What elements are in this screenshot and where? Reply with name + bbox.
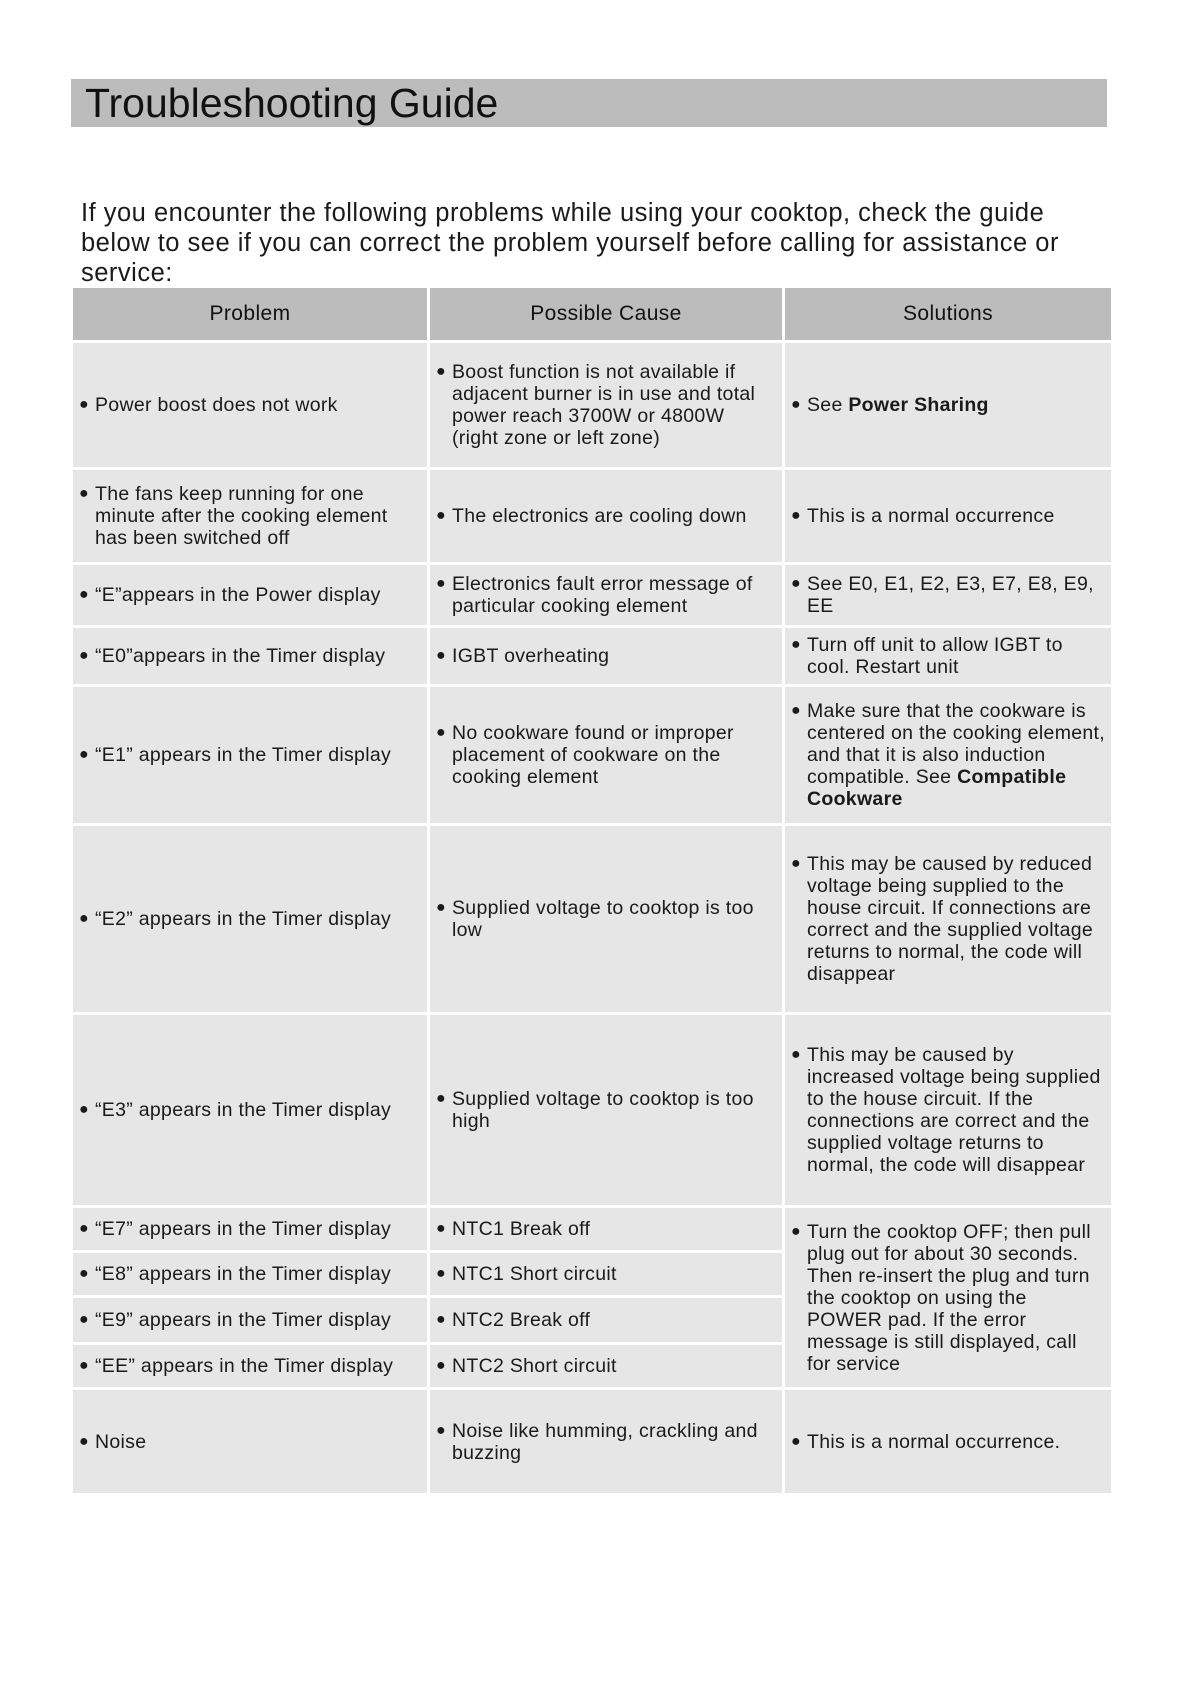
solution-text: This is a normal occurrence.	[807, 1430, 1061, 1453]
solution-cell	[785, 1015, 1111, 1205]
problem-cell	[73, 1390, 427, 1493]
bullet-icon: ●	[436, 1311, 446, 1328]
problem-text: “E7” appears in the Timer display	[95, 1218, 392, 1240]
cause-cell	[430, 826, 782, 1012]
bullet-icon: ●	[436, 1220, 446, 1237]
solution-text: See E0, E1, E2, E3, E7, E8, E9, EE	[807, 573, 1094, 617]
bullet-icon: ●	[79, 1101, 89, 1118]
problem-cell	[73, 470, 427, 562]
bullet-icon: ●	[436, 899, 446, 916]
solution-text: See	[807, 394, 849, 416]
bullet-icon: ●	[791, 1046, 801, 1063]
cause-cell	[430, 1015, 782, 1205]
cause-text: Boost function is not available if adjacent burner is in use and total power reach 3700W or 4800W (right zone or left zone)	[452, 361, 756, 449]
problem-text: “E2” appears in the Timer display	[95, 908, 392, 930]
solution-text: Turn off unit to allow IGBT to cool. Restart unit	[807, 634, 1063, 678]
solution-cell	[785, 687, 1111, 823]
cause-text: NTC2 Short circuit	[452, 1355, 617, 1377]
cause-text: NTC2 Break off	[452, 1309, 591, 1331]
solution-cell	[785, 470, 1111, 562]
bullet-icon: ●	[79, 1432, 89, 1450]
bullet-icon: ●	[79, 1357, 89, 1374]
bullet-icon: ●	[436, 507, 446, 524]
table-header-row	[73, 288, 1111, 340]
bullet-icon: ●	[79, 485, 89, 502]
cause-text: Noise like humming, crackling and buzzing	[452, 1419, 758, 1464]
bullet-icon: ●	[79, 586, 89, 603]
bullet-icon: ●	[436, 1357, 446, 1374]
problem-cell	[73, 1208, 427, 1250]
problem-cell	[73, 1298, 427, 1342]
cause-text: The electronics are cooling down	[452, 505, 747, 527]
bullet-icon: ●	[791, 1222, 801, 1240]
bullet-icon: ●	[79, 1311, 89, 1328]
cause-text: No cookware found or improper placement of cookware on the cooking element	[452, 722, 734, 788]
solution-text: This may be caused by increased voltage being supplied to the house circuit. If the connections are correct and the supplied voltage returns to normal, the code will disappear	[807, 1044, 1101, 1176]
cause-text: IGBT overheating	[452, 645, 610, 667]
cause-cell	[430, 343, 782, 467]
cause-cell	[430, 687, 782, 823]
problem-cell	[73, 628, 427, 684]
bullet-icon: ●	[436, 575, 446, 592]
cause-cell	[430, 470, 782, 562]
bullet-icon: ●	[79, 910, 89, 927]
cause-text: Supplied voltage to cooktop is too high	[452, 1088, 754, 1132]
cause-cell	[430, 1298, 782, 1342]
bullet-icon: ●	[436, 724, 446, 741]
cause-cell	[430, 1208, 782, 1250]
problem-text: “E1” appears in the Timer display	[95, 744, 392, 766]
header-problem: Problem	[73, 288, 427, 340]
cause-text: NTC1 Break off	[452, 1218, 591, 1240]
header-cause: Possible Cause	[430, 288, 782, 340]
solution-cell	[785, 1208, 1111, 1387]
cause-cell	[430, 565, 782, 625]
title-bar	[71, 79, 1107, 127]
bullet-icon: ●	[791, 855, 801, 872]
bullet-icon: ●	[79, 396, 89, 413]
table-row	[73, 343, 1111, 467]
intro-paragraph: If you encounter the following problems while using your cooktop, check the guide below to see if you can correct the problem yourself before calling for assistance or service:	[81, 198, 1059, 287]
problem-cell	[73, 1345, 427, 1387]
problem-cell	[73, 826, 427, 1012]
solution-text: Turn the cooktop OFF; then pull plug out for about 30 seconds. Then re-insert the plug and turn the cooktop on using the POWER pad. If the error message is still displayed, call for service	[807, 1220, 1091, 1375]
bullet-icon: ●	[436, 363, 446, 380]
cause-cell	[430, 1390, 782, 1493]
solution-cell	[785, 1390, 1111, 1493]
table-row	[73, 826, 1111, 1012]
solution-text: This is a normal occurrence	[807, 505, 1055, 527]
bullet-icon: ●	[791, 1432, 801, 1450]
solution-text: This may be caused by reduced voltage being supplied to the house circuit. If connections are correct and the supplied voltage returns to normal, the code will disappear	[807, 853, 1094, 985]
solution-link-text: Power Sharing	[848, 394, 989, 416]
problem-text: Power boost does not work	[95, 394, 338, 416]
problem-text: “E9” appears in the Timer display	[95, 1309, 392, 1331]
solution-cell	[785, 628, 1111, 684]
problem-text: “E8” appears in the Timer display	[95, 1263, 392, 1285]
table-row	[73, 565, 1111, 625]
problem-cell	[73, 1253, 427, 1295]
problem-cell	[73, 565, 427, 625]
bullet-icon: ●	[791, 396, 801, 413]
cause-cell	[430, 1253, 782, 1295]
bullet-icon: ●	[791, 636, 801, 653]
page-title: Troubleshooting Guide	[85, 80, 499, 126]
table-row	[73, 628, 1111, 684]
problem-cell	[73, 343, 427, 467]
problem-text: “EE” appears in the Timer display	[95, 1355, 394, 1377]
troubleshooting-table	[70, 285, 1114, 1496]
bullet-icon: ●	[791, 507, 801, 524]
table-row	[73, 1015, 1111, 1205]
cause-cell	[430, 1345, 782, 1387]
bullet-icon: ●	[791, 702, 801, 719]
solution-cell	[785, 565, 1111, 625]
problem-text: Noise	[95, 1430, 147, 1453]
cause-text: Supplied voltage to cooktop is too low	[452, 897, 754, 941]
problem-text: “E3” appears in the Timer display	[95, 1099, 392, 1121]
bullet-icon: ●	[436, 1265, 446, 1282]
bullet-icon: ●	[79, 1220, 89, 1237]
problem-text: “E0”appears in the Timer display	[95, 645, 386, 667]
solution-link-text: Compatible Cookware	[807, 766, 1067, 810]
table-row	[73, 687, 1111, 823]
solution-text: Make sure that the cookware is centered on the cooking element, and that it is also induction compatible. See	[807, 700, 1105, 788]
solution-cell	[785, 343, 1111, 467]
cause-text: NTC1 Short circuit	[452, 1263, 617, 1285]
bullet-icon: ●	[79, 746, 89, 763]
bullet-icon: ●	[791, 575, 801, 592]
cause-text: Electronics fault error message of particular cooking element	[452, 573, 753, 617]
table-row	[73, 1208, 1111, 1250]
solution-cell	[785, 826, 1111, 1012]
bullet-icon: ●	[436, 1421, 446, 1439]
problem-cell	[73, 1015, 427, 1205]
table-row	[73, 470, 1111, 562]
cause-cell	[430, 628, 782, 684]
problem-cell	[73, 687, 427, 823]
problem-text: The fans keep running for one minute after the cooking element has been switched off	[95, 483, 388, 549]
bullet-icon: ●	[79, 647, 89, 664]
table-row	[73, 1390, 1111, 1493]
bullet-icon: ●	[436, 647, 446, 664]
bullet-icon: ●	[436, 1090, 446, 1107]
problem-text: “E”appears in the Power display	[95, 584, 381, 606]
header-solution: Solutions	[785, 288, 1111, 340]
bullet-icon: ●	[79, 1265, 89, 1282]
